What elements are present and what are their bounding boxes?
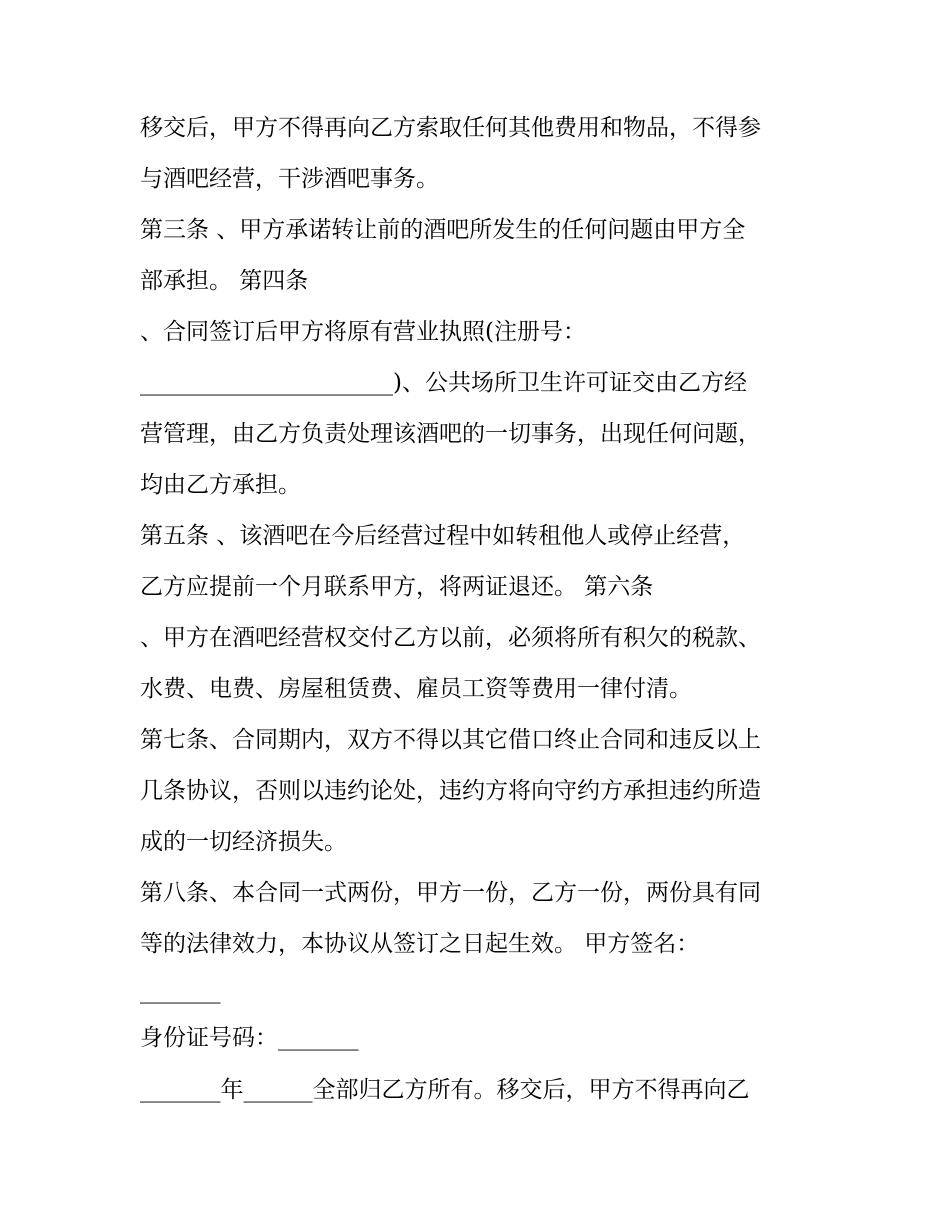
text-line-7: 营管理，由乙方负责处理该酒吧的一切事务，出现任何问题， bbox=[140, 421, 761, 447]
id-number-line: 身份证号码：_______ bbox=[140, 1025, 359, 1051]
text-line-4: 部承担。 第四条 bbox=[140, 268, 309, 294]
text-line-12: 水费、电费、房屋租赁费、雇员工资等费用一律付清。 bbox=[140, 676, 692, 702]
text-line-17: 等的法律效力，本协议从签订之日起生效。 甲方签名： bbox=[140, 931, 700, 957]
text-line-13: 第七条、合同期内，双方不得以其它借口终止合同和违反以上 bbox=[140, 727, 761, 753]
text-line-2: 与酒吧经营，干涉酒吧事务。 bbox=[140, 166, 439, 192]
text-line-14: 几条协议，否则以违约论处，违约方将向守约方承担违约所造 bbox=[140, 778, 761, 804]
text-line-15: 成的一切经济损失。 bbox=[140, 829, 347, 855]
text-line-16: 第八条、本合同一式两份，甲方一份，乙方一份，两份具有同 bbox=[140, 880, 761, 906]
text-line-5: 、合同签订后甲方将原有营业执照(注册号： bbox=[140, 319, 586, 345]
text-line-6: ______________________)、公共场所卫生许可证交由乙方经 bbox=[140, 370, 747, 396]
text-line-1: 移交后，甲方不得再向乙方索取任何其他费用和物品，不得参 bbox=[140, 115, 761, 141]
text-line-9: 第五条 、该酒吧在今后经营过程中如转租他人或停止经营， bbox=[140, 523, 746, 549]
text-line-10: 乙方应提前一个月联系甲方，将两证退还。 第六条 bbox=[140, 574, 654, 600]
text-line-11: 、甲方在酒吧经营权交付乙方以前，必须将所有积欠的税款、 bbox=[140, 625, 761, 651]
text-line-3: 第三条 、甲方承诺转让前的酒吧所发生的任何问题由甲方全 bbox=[140, 217, 746, 243]
text-line-20: _______年______全部归乙方所有。移交后，甲方不得再向乙 bbox=[140, 1077, 750, 1103]
signature-blank-line: _______ bbox=[140, 978, 221, 1004]
text-line-8: 均由乙方承担。 bbox=[140, 472, 301, 498]
